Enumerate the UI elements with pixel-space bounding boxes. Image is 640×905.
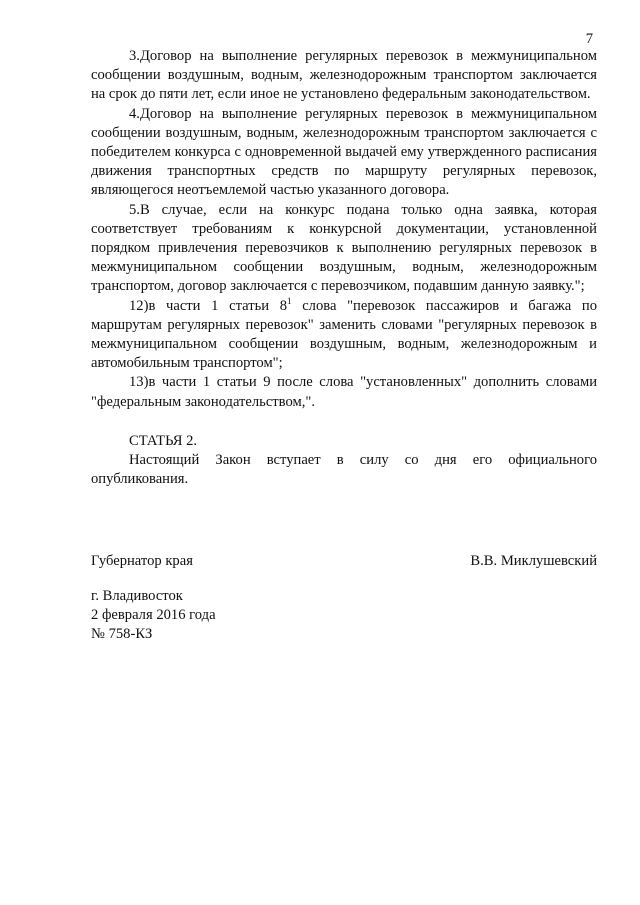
paragraph-13: 13)в части 1 статьи 9 после слова "установленных" дополнить словами "федеральным законодательством,".: [91, 374, 597, 410]
footer-city: г. Владивосток: [91, 588, 183, 604]
document-footer: [91, 587, 391, 645]
page-number: 7: [585, 31, 593, 47]
superscript-marker: 1: [287, 295, 292, 306]
paragraph-12: [91, 297, 597, 374]
signature-name: В.В. Миклушевский: [470, 553, 597, 569]
document-body: [91, 47, 597, 489]
signature-position: Губернатор края: [91, 553, 193, 569]
article-heading: СТАТЬЯ 2.: [129, 432, 198, 449]
footer-date: 2 февраля 2016 года: [91, 607, 216, 624]
paragraph-12-end: слова "перевозок пассажиров и багажа по маршрутам регулярных перевозок" заменить словами "регулярных перевозок в межмуниципальном сообщении воздушным, водным, железнодорожным и автомобильным транспортом";: [91, 297, 597, 372]
article-text: Настоящий Закон вступает в силу со дня его официального опубликования.: [91, 452, 597, 488]
paragraph-5: 5.В случае, если на конкурс подана только одна заявка, которая соответствует требованиям к конкурсной документации, установленной порядком привлечения перевозчиков к выполнению регулярных перевозок в межмуниципальном сообщении воздушным, водным, железнодорожным транспортом, договор заключается с перевозчиком, подавшим данную заявку.";: [91, 201, 597, 295]
paragraph-12-start: 12)в части 1 статьи 8: [129, 297, 288, 314]
signature-row: [91, 552, 597, 571]
footer-number: № 758-КЗ: [91, 626, 153, 643]
paragraph-4: 4.Договор на выполнение регулярных перевозок в межмуниципальном сообщении воздушным, водным, железнодорожным транспортом заключается с победителем конкурса с одновременной выдачей ему утвержденного расписания движения транспортных средств по маршруту регулярных перевозок, являющегося неотъемлемой частью указанного договора.: [91, 105, 597, 199]
paragraph-3: 3.Договор на выполнение регулярных перевозок в межмуниципальном сообщении воздушным, водным, железнодорожным транспортом заключается на срок до пяти лет, если иное не установлено федеральным законодательством.: [91, 48, 597, 103]
